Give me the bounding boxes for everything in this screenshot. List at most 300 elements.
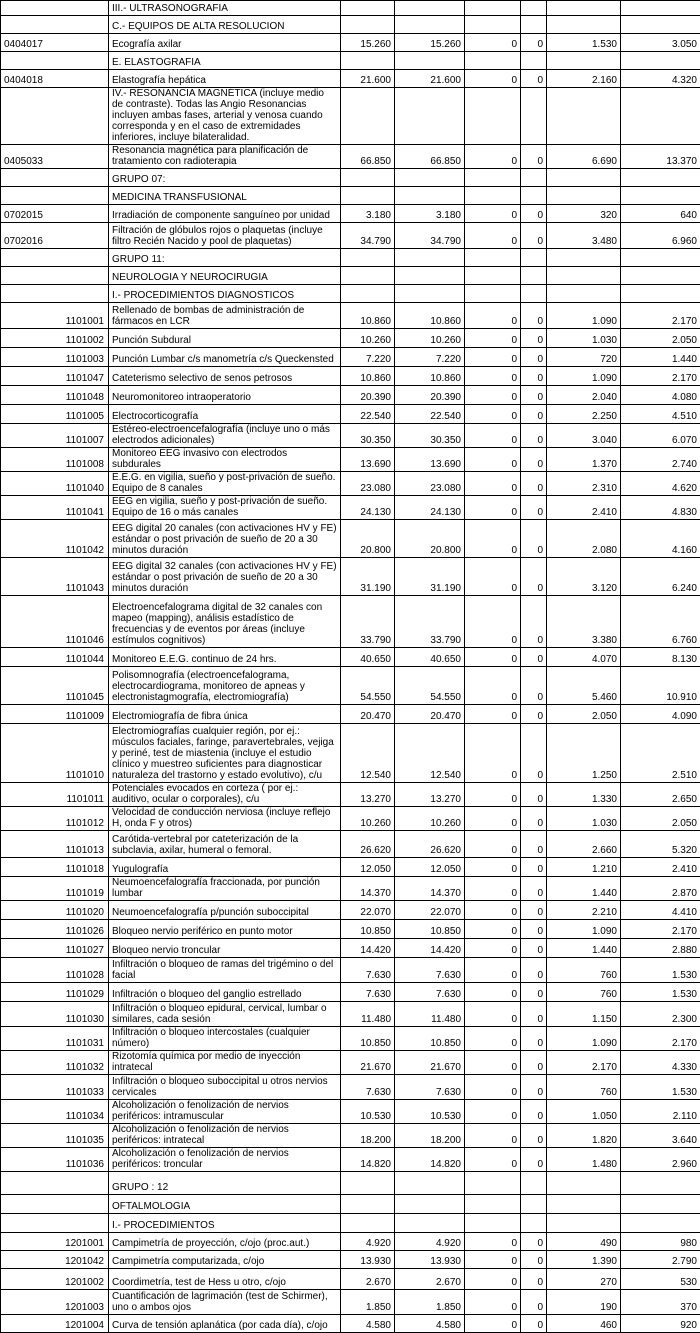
price-value-v6: 2.650 [621,783,700,807]
price-value-v2: 14.820 [395,1148,465,1172]
table-row [1,596,700,648]
procedure-code: 0404017 [1,34,109,52]
value-cell [465,249,521,267]
price-value-v4: 0 [521,1148,547,1172]
price-value-v5: 490 [547,1233,621,1251]
procedure-code: 1101041 [1,496,109,520]
procedure-description: Resonancia magnética para planificación de tratamiento con radioterapia [109,145,341,169]
procedure-description: Bloqueo nervio troncular [109,939,341,958]
procedure-code: 1201003 [1,1290,109,1315]
price-value-v5: 3.480 [547,223,621,249]
price-value-v1: 14.370 [341,877,395,901]
price-value-v6: 2.050 [621,807,700,831]
price-value-v4: 0 [521,329,547,348]
price-value-v1: 2.670 [341,1269,395,1290]
value-cell [465,1214,521,1233]
procedure-code: 1101009 [1,705,109,724]
value-cell [465,187,521,205]
procedure-code: 1101036 [1,1148,109,1172]
price-value-v5: 190 [547,1290,621,1315]
value-cell [621,1,700,16]
price-value-v1: 20.470 [341,705,395,724]
price-value-v2: 20.390 [395,386,465,405]
price-value-v1: 7.630 [341,983,395,1002]
procedure-description: Electroencefalograma digital de 32 canales con mapeo (mapping), análisis estadístico de frecuencias y de eventos por áreas (incluye estímulos cognitivos) [109,596,341,648]
procedure-description: Alcoholización o fenolización de nervios periféricos: intramuscular [109,1100,341,1124]
price-value-v3: 0 [465,1269,521,1290]
price-value-v5: 2.660 [547,831,621,858]
price-value-v4: 0 [521,596,547,648]
section-heading: IV.- RESONANCIA MAGNÉTICA (incluye medio de contraste). Todas las Angio Resonancias incluyen ambas fases, arterial y venosa cuando corresponda y en el caso de extremidades inferiores, incluye bilateralidad. [109,88,341,145]
table-row [1,205,700,223]
price-value-v5: 5.460 [547,667,621,705]
procedure-code: 1101008 [1,448,109,472]
price-value-v5: 2.310 [547,472,621,496]
procedure-description: Neumoencefalografía fraccionada, por punción lumbar [109,877,341,901]
price-value-v3: 0 [465,1315,521,1333]
price-value-v4: 0 [521,1251,547,1269]
table-row [1,783,700,807]
value-cell [341,267,395,285]
value-cell [341,88,395,145]
procedure-description: Infiltración o bloqueo de ramas del trigémino o del facial [109,958,341,983]
value-cell [395,16,465,34]
code-cell [1,169,109,187]
table-row [1,1251,700,1269]
value-cell [465,1,521,16]
price-value-v6: 2.170 [621,920,700,939]
price-value-v6: 2.880 [621,939,700,958]
value-cell [621,1172,700,1195]
price-value-v6: 530 [621,1269,700,1290]
table-row [1,705,700,724]
procedure-code: 1101020 [1,901,109,920]
value-cell [395,285,465,303]
price-value-v5: 4.070 [547,648,621,667]
price-value-v2: 20.800 [395,520,465,558]
price-value-v1: 12.540 [341,724,395,783]
price-value-v5: 3.380 [547,596,621,648]
code-cell [1,249,109,267]
price-value-v6: 4.410 [621,901,700,920]
procedure-description: Bloqueo nervio periférico en punto motor [109,920,341,939]
price-value-v4: 0 [521,1051,547,1075]
value-cell [341,169,395,187]
procedure-description: EEG digital 20 canales (con activaciones HV y FE) estándar o post privación de sueño de 20 a 30 minutos duración [109,520,341,558]
price-value-v6: 8.130 [621,648,700,667]
section-heading: GRUPO 11: [109,249,341,267]
price-value-v6: 2.050 [621,329,700,348]
code-cell [1,187,109,205]
price-value-v4: 0 [521,858,547,877]
table-row [1,1100,700,1124]
section-heading-row [1,267,700,285]
price-value-v2: 23.080 [395,472,465,496]
procedure-code: 1101035 [1,1124,109,1148]
price-value-v4: 0 [521,223,547,249]
value-cell [547,16,621,34]
price-value-v5: 1.250 [547,724,621,783]
value-cell [621,52,700,70]
procedure-description: Neumoencefalografía p/punción suboccipital [109,901,341,920]
price-value-v5: 2.050 [547,705,621,724]
price-value-v2: 10.860 [395,367,465,386]
value-cell [341,249,395,267]
table-row [1,520,700,558]
price-value-v4: 0 [521,205,547,223]
procedure-description: Infiltración o bloqueo epidural, cervical, lumbar o similares, cada sesión [109,1002,341,1027]
procedure-code: 1101001 [1,303,109,329]
procedure-code: 1101040 [1,472,109,496]
price-value-v5: 1.090 [547,1027,621,1051]
table-row [1,367,700,386]
procedure-code: 1101033 [1,1075,109,1100]
price-value-v4: 0 [521,705,547,724]
value-cell [547,1195,621,1214]
section-heading: C.- EQUIPOS DE ALTA RESOLUCION [109,16,341,34]
procedure-description: Neuromonitoreo intraoperatorio [109,386,341,405]
value-cell [547,285,621,303]
price-value-v3: 0 [465,958,521,983]
value-cell [395,267,465,285]
price-value-v2: 4.920 [395,1233,465,1251]
price-value-v3: 0 [465,858,521,877]
value-cell [395,187,465,205]
procedure-description: Alcoholización o fenolización de nervios periféricos: intratecal [109,1124,341,1148]
value-cell [521,1172,547,1195]
procedure-description: Filtración de glóbulos rojos o plaquetas (incluye filtro Recién Nacido y pool de plaquetas) [109,223,341,249]
price-value-v1: 21.670 [341,1051,395,1075]
price-value-v1: 13.930 [341,1251,395,1269]
price-value-v2: 3.180 [395,205,465,223]
procedure-code: 1101027 [1,939,109,958]
table-row [1,448,700,472]
price-value-v6: 2.410 [621,858,700,877]
price-value-v6: 1.530 [621,1075,700,1100]
price-value-v5: 2.250 [547,405,621,424]
price-value-v2: 10.530 [395,1100,465,1124]
section-heading: GRUPO 07: [109,169,341,187]
price-value-v1: 13.270 [341,783,395,807]
price-value-v4: 0 [521,448,547,472]
procedure-code: 1201042 [1,1251,109,1269]
price-value-v3: 0 [465,1002,521,1027]
value-cell [621,267,700,285]
price-value-v3: 0 [465,1290,521,1315]
price-value-v5: 1.390 [547,1251,621,1269]
price-value-v6: 2.170 [621,367,700,386]
price-value-v2: 15.260 [395,34,465,52]
price-value-v1: 22.070 [341,901,395,920]
value-cell [465,88,521,145]
procedure-code: 1101012 [1,807,109,831]
procedure-code: 1101019 [1,877,109,901]
price-value-v4: 0 [521,1100,547,1124]
procedure-description: Curva de tensión aplanática (por cada día), c/ojo [109,1315,341,1333]
procedure-description: Campimetría de proyección, c/ojo (proc.aut.) [109,1233,341,1251]
price-value-v3: 0 [465,520,521,558]
section-heading-row [1,16,700,34]
code-cell [1,1172,109,1195]
price-value-v3: 0 [465,223,521,249]
value-cell [341,52,395,70]
price-value-v4: 0 [521,34,547,52]
price-value-v2: 12.540 [395,724,465,783]
section-heading: GRUPO : 12 [109,1172,341,1195]
price-value-v6: 920 [621,1315,700,1333]
table-row [1,877,700,901]
value-cell [547,187,621,205]
section-heading: OFTALMOLOGIA [109,1195,341,1214]
procedure-code: 1101005 [1,405,109,424]
price-value-v1: 54.550 [341,667,395,705]
value-cell [465,1195,521,1214]
table-row [1,1233,700,1251]
section-heading: NEUROLOGIA Y NEUROCIRUGIA [109,267,341,285]
section-heading: I.- PROCEDIMIENTOS DIAGNOSTICOS [109,285,341,303]
table-row [1,667,700,705]
price-value-v6: 1.530 [621,958,700,983]
value-cell [395,249,465,267]
procedure-description: Elastografía hepática [109,70,341,88]
procedure-code: 0405033 [1,145,109,169]
price-value-v2: 24.130 [395,496,465,520]
value-cell [395,1214,465,1233]
price-value-v2: 66.850 [395,145,465,169]
price-value-v3: 0 [465,1148,521,1172]
price-value-v2: 10.260 [395,807,465,831]
procedure-code: 0404018 [1,70,109,88]
table-row [1,1075,700,1100]
value-cell [341,187,395,205]
price-value-v4: 0 [521,424,547,448]
price-value-v4: 0 [521,920,547,939]
value-cell [521,285,547,303]
procedure-description: EEG en vigilia, sueño y post-privación de sueño. Equipo de 16 o más canales [109,496,341,520]
table-row [1,920,700,939]
price-value-v2: 7.220 [395,348,465,367]
price-value-v1: 7.220 [341,348,395,367]
section-heading-row [1,1214,700,1233]
value-cell [547,88,621,145]
price-value-v3: 0 [465,405,521,424]
price-value-v1: 20.390 [341,386,395,405]
table-row [1,223,700,249]
price-value-v3: 0 [465,1075,521,1100]
value-cell [621,249,700,267]
price-value-v4: 0 [521,1290,547,1315]
procedure-description: Punción Subdural [109,329,341,348]
value-cell [521,187,547,205]
value-cell [465,1172,521,1195]
table-row [1,958,700,983]
price-value-v5: 460 [547,1315,621,1333]
value-cell [547,1172,621,1195]
procedure-code: 1201001 [1,1233,109,1251]
price-value-v4: 0 [521,877,547,901]
price-value-v3: 0 [465,648,521,667]
code-cell [1,16,109,34]
value-cell [341,1195,395,1214]
price-value-v2: 10.850 [395,1027,465,1051]
price-value-v1: 14.820 [341,1148,395,1172]
price-value-v4: 0 [521,70,547,88]
procedure-description: Polisomnografía (electroencefalograma, electrocardiograma, monitoreo de apneas y electronistagmografía, electromiografía) [109,667,341,705]
price-value-v5: 3.040 [547,424,621,448]
price-value-v1: 26.620 [341,831,395,858]
procedure-code: 1101031 [1,1027,109,1051]
procedure-description: Alcoholización o fenolización de nervios periféricos: troncular [109,1148,341,1172]
table-row [1,724,700,783]
price-value-v4: 0 [521,520,547,558]
value-cell [521,1,547,16]
price-value-v3: 0 [465,1100,521,1124]
price-value-v5: 3.120 [547,558,621,596]
price-value-v2: 21.600 [395,70,465,88]
price-value-v4: 0 [521,648,547,667]
price-value-v4: 0 [521,367,547,386]
procedure-code: 1101010 [1,724,109,783]
price-value-v6: 980 [621,1233,700,1251]
value-cell [521,88,547,145]
procedure-code: 1101013 [1,831,109,858]
price-value-v4: 0 [521,783,547,807]
procedure-description: Punción Lumbar c/s manometría c/s Queckensted [109,348,341,367]
price-value-v6: 2.300 [621,1002,700,1027]
table-row [1,1315,700,1333]
price-value-v5: 1.370 [547,448,621,472]
procedure-description: Rizotomía química por medio de inyección intratecal [109,1051,341,1075]
price-value-v1: 34.790 [341,223,395,249]
section-heading-row [1,249,700,267]
procedure-description: Infiltración o bloqueo intercostales (cualquier número) [109,1027,341,1051]
price-value-v6: 1.530 [621,983,700,1002]
price-value-v1: 31.190 [341,558,395,596]
price-value-v5: 2.410 [547,496,621,520]
price-value-v5: 270 [547,1269,621,1290]
table-row [1,386,700,405]
price-value-v6: 4.330 [621,1051,700,1075]
value-cell [547,267,621,285]
code-cell [1,52,109,70]
price-value-v1: 4.580 [341,1315,395,1333]
code-cell [1,267,109,285]
table-row [1,901,700,920]
value-cell [395,1172,465,1195]
procedure-description: EEG digital 32 canales (con activaciones HV y FE) estándar o post privación de sueño de 20 a 30 minutos duración [109,558,341,596]
price-value-v2: 26.620 [395,831,465,858]
price-value-v5: 760 [547,983,621,1002]
section-heading-row [1,1195,700,1214]
value-cell [521,16,547,34]
price-value-v1: 12.050 [341,858,395,877]
price-value-v3: 0 [465,807,521,831]
price-value-v6: 2.960 [621,1148,700,1172]
procedure-description: Infiltración o bloqueo del ganglio estrellado [109,983,341,1002]
table-row [1,424,700,448]
price-value-v2: 2.670 [395,1269,465,1290]
price-value-v1: 33.790 [341,596,395,648]
procedure-code: 1201002 [1,1269,109,1290]
value-cell [395,52,465,70]
price-value-v4: 0 [521,558,547,596]
value-cell [521,1195,547,1214]
price-value-v5: 2.160 [547,70,621,88]
price-value-v5: 1.090 [547,367,621,386]
price-value-v2: 33.790 [395,596,465,648]
price-value-v2: 22.540 [395,405,465,424]
price-value-v4: 0 [521,1002,547,1027]
price-value-v1: 23.080 [341,472,395,496]
price-value-v5: 1.440 [547,939,621,958]
procedure-code: 1101029 [1,983,109,1002]
value-cell [465,267,521,285]
code-cell [1,285,109,303]
price-value-v2: 30.350 [395,424,465,448]
price-value-v2: 4.580 [395,1315,465,1333]
procedure-code: 1101044 [1,648,109,667]
price-value-v2: 13.930 [395,1251,465,1269]
price-value-v3: 0 [465,367,521,386]
price-value-v6: 5.320 [621,831,700,858]
procedure-description: Infiltración o bloqueo suboccipital u otros nervios cervicales [109,1075,341,1100]
table-row [1,939,700,958]
price-value-v6: 2.740 [621,448,700,472]
price-value-v2: 13.270 [395,783,465,807]
value-cell [521,249,547,267]
value-cell [521,169,547,187]
price-value-v4: 0 [521,386,547,405]
price-value-v5: 1.090 [547,303,621,329]
procedure-code: 1101045 [1,667,109,705]
value-cell [521,267,547,285]
table-row [1,1124,700,1148]
value-cell [341,1172,395,1195]
procedure-description: Irradiación de componente sanguíneo por unidad [109,205,341,223]
price-value-v1: 10.530 [341,1100,395,1124]
price-value-v3: 0 [465,901,521,920]
section-heading-row [1,187,700,205]
table-row [1,648,700,667]
table-row [1,858,700,877]
price-value-v3: 0 [465,329,521,348]
price-value-v3: 0 [465,386,521,405]
price-value-v3: 0 [465,983,521,1002]
procedure-description: Estéreo-electroencefalografía (incluye uno o más electrodos adicionales) [109,424,341,448]
price-value-v3: 0 [465,596,521,648]
value-cell [341,1,395,16]
price-value-v4: 0 [521,1075,547,1100]
section-heading: MEDICINA TRANSFUSIONAL [109,187,341,205]
price-value-v6: 3.050 [621,34,700,52]
value-cell [621,285,700,303]
value-cell [547,1,621,16]
code-cell [1,1195,109,1214]
value-cell [621,1195,700,1214]
price-value-v6: 6.070 [621,424,700,448]
price-value-v6: 3.640 [621,1124,700,1148]
table-row [1,1002,700,1027]
price-value-v4: 0 [521,348,547,367]
procedure-code: 1101018 [1,858,109,877]
price-value-v2: 21.670 [395,1051,465,1075]
procedure-code: 1101048 [1,386,109,405]
price-value-v1: 3.180 [341,205,395,223]
price-value-v6: 2.110 [621,1100,700,1124]
price-value-v6: 4.080 [621,386,700,405]
price-value-v1: 40.650 [341,648,395,667]
price-value-v2: 1.850 [395,1290,465,1315]
